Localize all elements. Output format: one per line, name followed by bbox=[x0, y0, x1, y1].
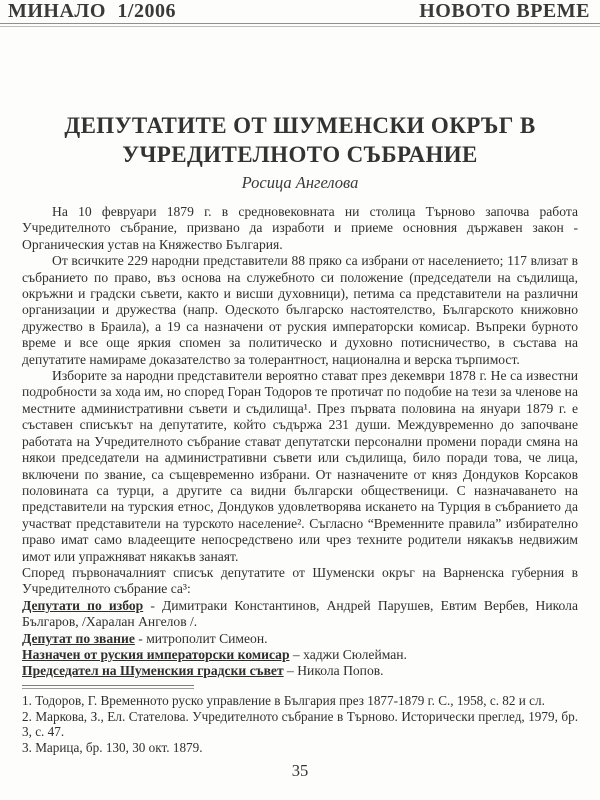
journal-title: МИНАЛО 1/2006 bbox=[8, 0, 176, 22]
deputy-item bbox=[22, 663, 578, 679]
deputy-label: Назначен от руския императорски комисар bbox=[22, 646, 290, 662]
deputy-item bbox=[22, 647, 578, 663]
deputy-text: - митрополит Симеон. bbox=[134, 630, 268, 646]
article-title: ДЕПУТАТИТЕ ОТ ШУМЕНСКИ ОКРЪГ В УЧРЕДИТЕЛНОТО СЪБРАНИЕ bbox=[64, 113, 536, 167]
article-body bbox=[22, 204, 578, 680]
paragraph: На 10 февруари 1879 г. в средновековната ни столица Търново започва работа Учредителното събрание, призвано да изработи и приеме основния държавен закон - Органическия устав на Княжество България. bbox=[22, 204, 578, 252]
deputy-label: Председател на Шуменския градски съвет bbox=[22, 663, 284, 679]
deputy-text: – Никола Попов. bbox=[283, 663, 384, 679]
paragraph: Изборите за народни представители вероятно стават през декември 1878 г. Не са известни подробности за хода им, но според Горан Тодоров те протичат по подобие на тези за членове на местните административни съвети и съдилища¹. През първата половина на януари 1879 г. е съставен списъкът на депутатите, който съдържа 231 души. Междувременно до започване работата на Учредителното събрание стават депутатски персонални промени поради смяна на някои председатели на административни съвети или съдилища, било поради това, че лица, включени по звание, са същевременно избрани. От назначените от княз Дондуков Корсаков половината са турци, а другите са видни български общественици. С назначаването на представители на турския етнос, Дондуков удовлетворява искането на Турция в събранието да участват представители на турското население². Съгласно “Временните правила” избирателно право имат само владеещите непосредствено или чрез техните родители някакъв недвижим имот или упражняват някакъв занаят. bbox=[22, 368, 578, 564]
deputy-text: – хаджи Сюлейман. bbox=[289, 646, 407, 662]
journal-header bbox=[0, 0, 600, 22]
paragraph: Според първоначалният списък депутатите от Шуменски окръг на Варненска губерния в Учредителното събрание са³: bbox=[22, 564, 578, 597]
article-author: Росица Ангелова bbox=[241, 173, 359, 192]
footnote-item: 1. Тодоров, Г. Временното руско управление в България през 1877-1879 г. С., 1958, с. 82 и сл. bbox=[22, 692, 545, 708]
header-rule bbox=[0, 23, 600, 27]
deputy-item bbox=[22, 631, 578, 647]
footnote-item: 3. Марица, бр. 130, 30 окт. 1879. bbox=[22, 740, 203, 756]
deputies-list bbox=[22, 598, 578, 680]
footnote-separator bbox=[22, 685, 194, 689]
deputy-label: Депутати по избор bbox=[22, 597, 144, 613]
paragraph: От всичките 229 народни представители 88 пряко са избрани от населението; 117 влизат в събранието по право, въз основа на служебното си положение (председатели на съдилища, окръжни и градски съвети, както и висши духовници), петима са представители на различни организации и дружества (напр. Одеското българско настоятелство, Българското книжовно дружество в Браила), а 19 са назначени от руския императорски комисар. Въпреки бурното време и все още яркия спомен за политическо и духовно потисничество, в състава на депутатите намираме доказателство за толерантност, национална и верска търпимост. bbox=[22, 253, 578, 367]
deputy-text: - Димитраки Константинов, Андрей Парушев, Евтим Вербев, Никола Българов, /Харалан Ангелов /. bbox=[22, 597, 578, 630]
deputy-item bbox=[22, 598, 578, 631]
deputy-label: Депутат по звание bbox=[22, 630, 135, 646]
page-number: 35 bbox=[291, 760, 309, 780]
footnote-item: 2. Маркова, З., Ел. Стателова. Учредителното събрание в Търново. Исторически преглед, 1979, бр. 3, с. 47. bbox=[22, 708, 578, 740]
journal-section: НОВОТО ВРЕМЕ bbox=[419, 0, 590, 22]
footnotes bbox=[22, 693, 578, 756]
